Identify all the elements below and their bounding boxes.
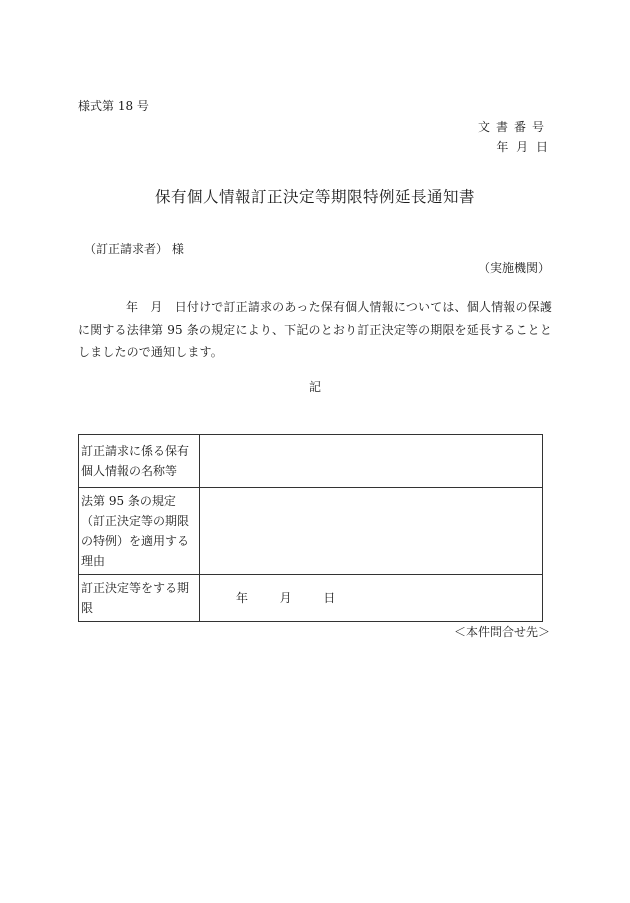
form-number: 様式第 18 号 [78,99,149,113]
row-label-deadline: 訂正決定等をする期限 [79,575,200,622]
row-label-info-name: 訂正請求に係る保有個人情報の名称等 [79,435,200,488]
row-label-reason: 法第 95 条の規定（訂正決定等の期限の特例）を適用する理由 [79,488,200,575]
sender-agency: （実施機関） [477,261,550,275]
document-number-label: 文書番号 [477,120,550,134]
document-date-label: 年 月 日 [496,140,550,154]
notice-body: 年 月 日付けで訂正請求のあった保有個人情報については、個人情報の保護に関する法律第 95 条の規定により、下記のとおり訂正決定等の期限を延長することとしましたので通知します。 [78,300,552,359]
table-row [79,435,543,488]
contact-info-heading: ＜本件問合せ先＞ [453,625,550,639]
detail-table [78,434,543,622]
ki-heading: 記 [308,380,321,394]
row-value-reason [200,488,543,575]
deadline-month-label: 月 [279,591,292,605]
row-value-info-name [200,435,543,488]
table-row [79,488,543,575]
deadline-year-label: 年 [236,591,249,605]
table-row [79,575,543,622]
addressee: （訂正請求者） 様 [84,242,184,256]
deadline-day-label: 日 [323,591,336,605]
row-value-deadline [200,575,543,622]
document-title: 保有個人情報訂正決定等期限特例延長通知書 [154,188,475,206]
